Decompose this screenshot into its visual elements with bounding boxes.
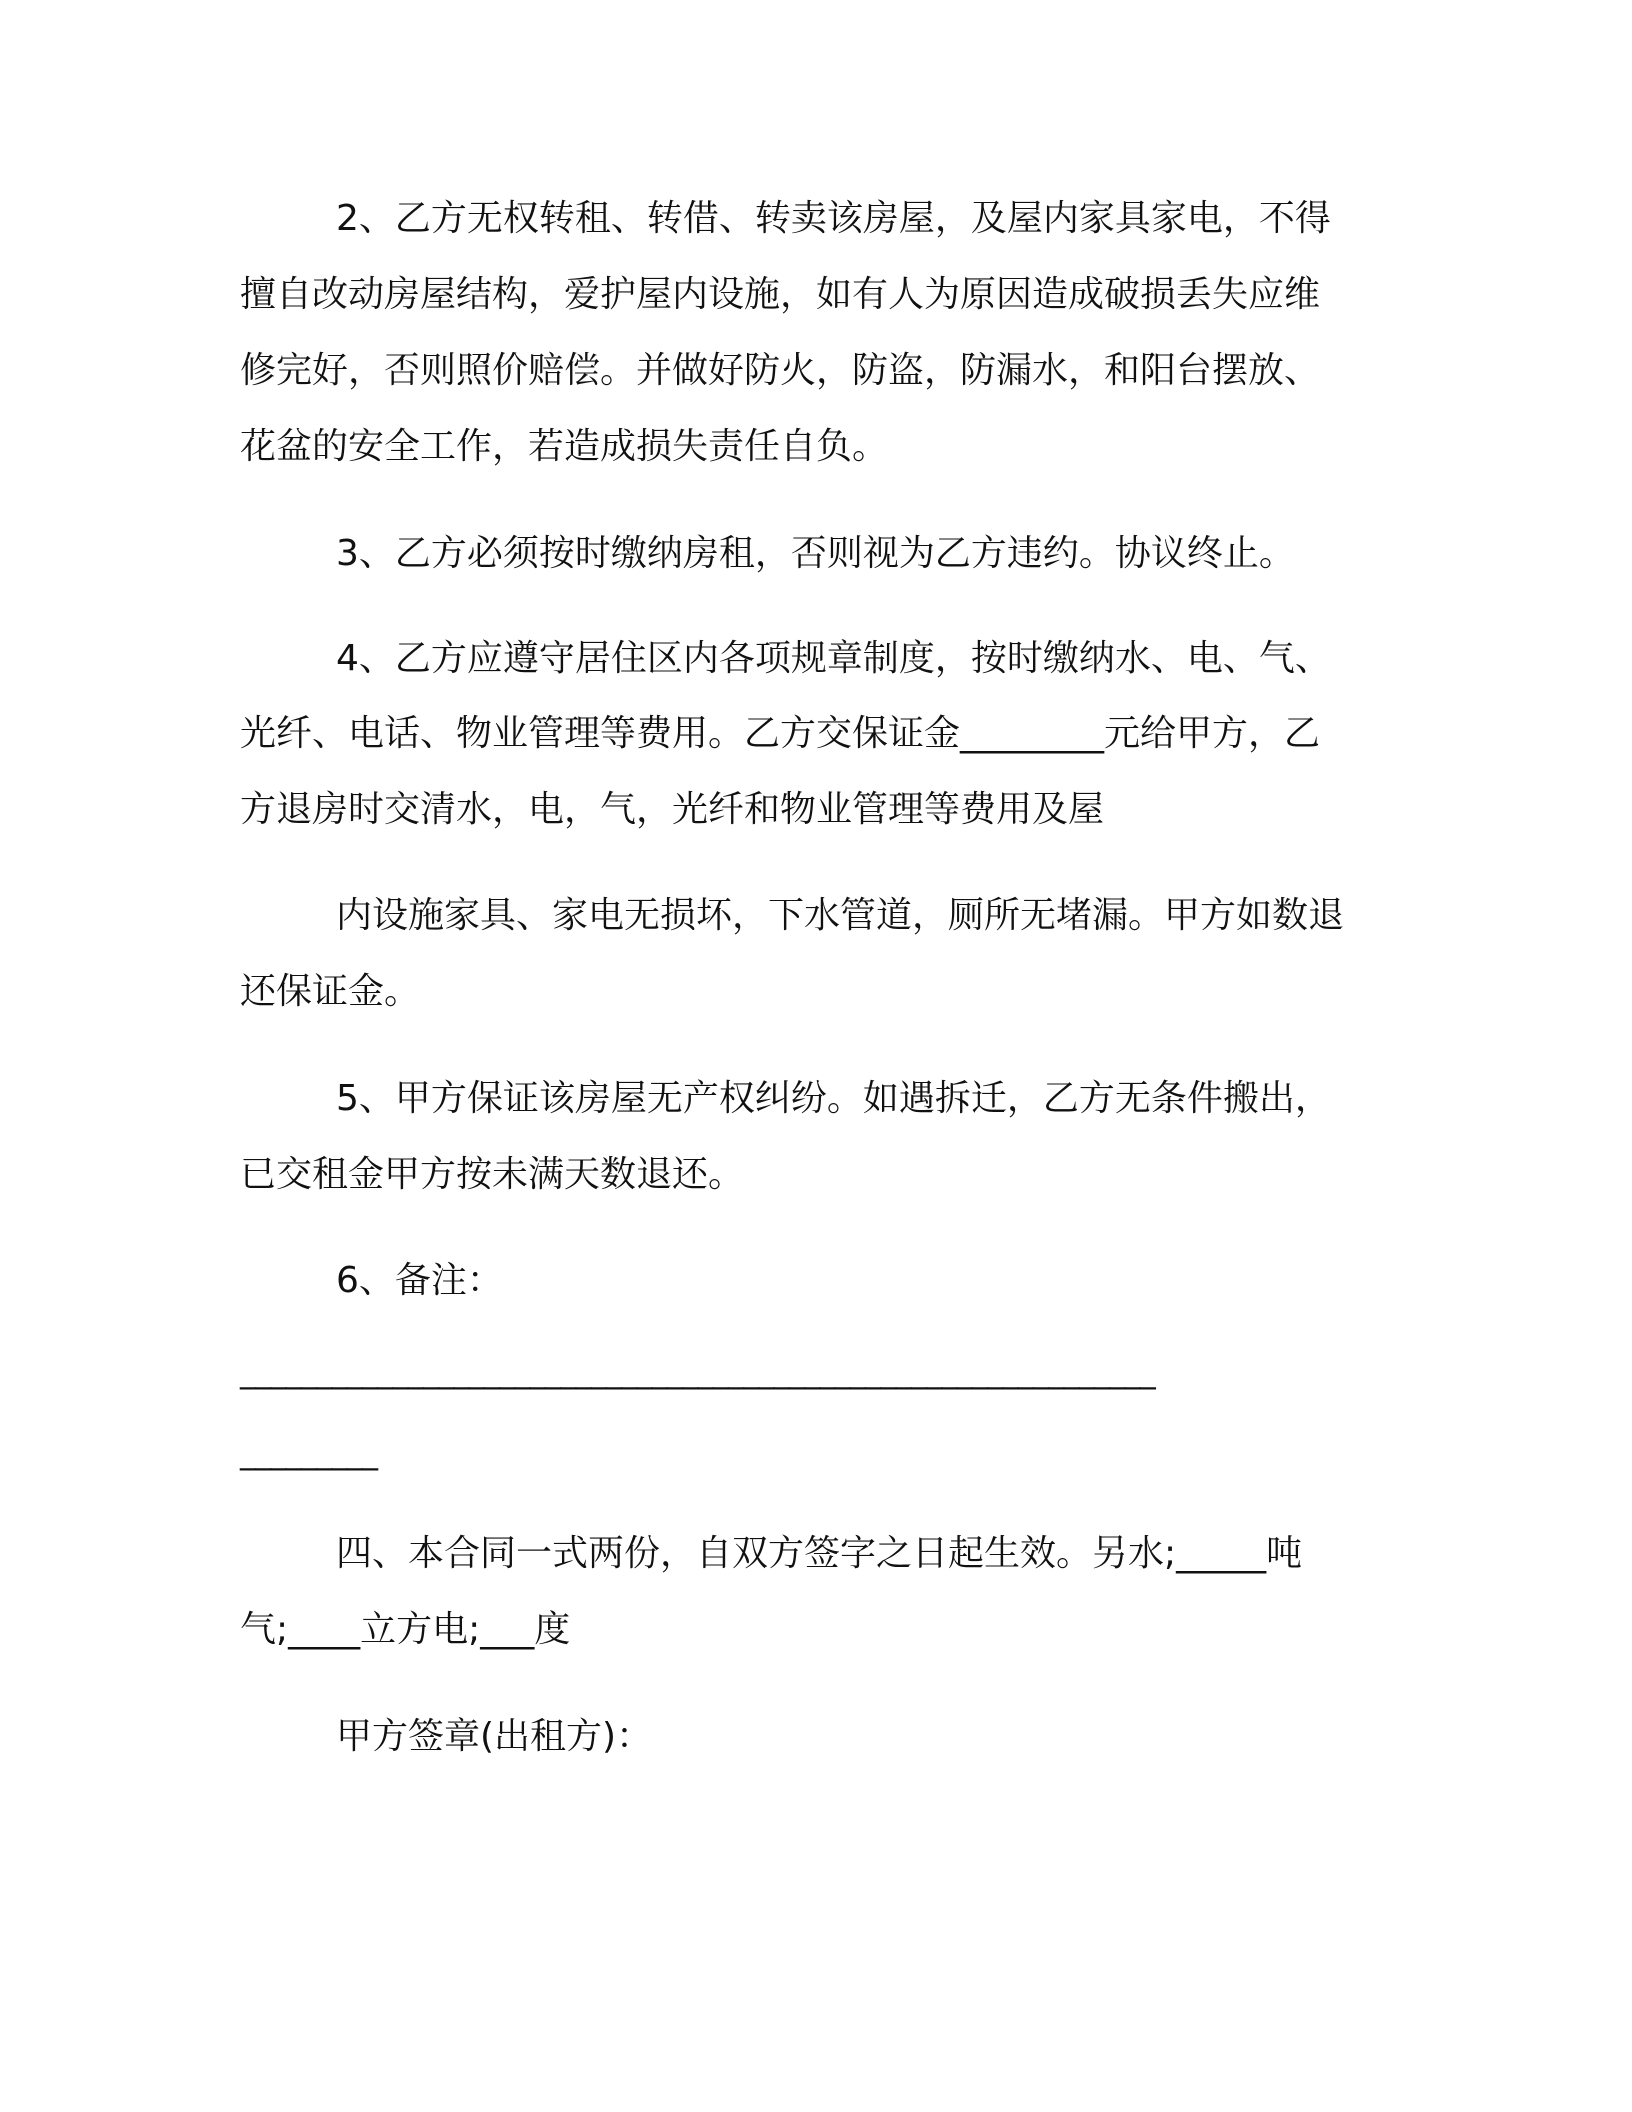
clause-4-line-5: 还保证金。 [240, 971, 421, 1012]
party-a-signature-label: 甲方签章(出租方)： [336, 1716, 653, 1757]
section-4-line-1: 四、本合同一式两份，自双方签字之日起生效。另水;_____吨 [336, 1533, 1303, 1574]
clause-4-line-3: 方退房时交清水，电，气，光纤和物业管理等费用及屋 [240, 789, 1105, 830]
remarks-blank-line: ____________________________________________________________ [240, 1352, 1155, 1390]
clause-4-line-4: 内设施家具、家电无损坏，下水管道，厕所无堵漏。甲方如数退 [336, 895, 1345, 936]
section-4-line-2: 气;____立方电;___度 [240, 1609, 571, 1650]
clause-3-line-1: 3、乙方必须按时缴纳房租，否则视为乙方违约。协议终止。 [336, 533, 1295, 574]
clause-2-line-2: 擅自改动房屋结构，爱护屋内设施，如有人为原因造成破损丢失应维 [240, 274, 1321, 315]
clause-4-line-2: 光纤、电话、物业管理等费用。乙方交保证金________元给甲方，乙 [240, 713, 1321, 754]
clause-5-line-1: 5、甲方保证该房屋无产权纠纷。如遇拆迁，乙方无条件搬出， [336, 1078, 1331, 1119]
clause-2-line-4: 花盆的安全工作，若造成损失责任自负。 [240, 426, 889, 467]
clause-6-line-1: 6、备注： [336, 1260, 503, 1301]
clause-4-line-1: 4、乙方应遵守居住区内各项规章制度，按时缴纳水、电、气、 [336, 638, 1331, 679]
clause-5-line-2: 已交租金甲方按未满天数退还。 [240, 1154, 745, 1195]
clause-2-line-3: 修完好，否则照价赔偿。并做好防火，防盗，防漏水，和阳台摆放、 [240, 350, 1321, 391]
clause-2-line-1: 2、乙方无权转租、转借、转卖该房屋，及屋内家具家电，不得 [336, 198, 1331, 239]
remarks-blank-line-continued: _________ [240, 1433, 378, 1471]
